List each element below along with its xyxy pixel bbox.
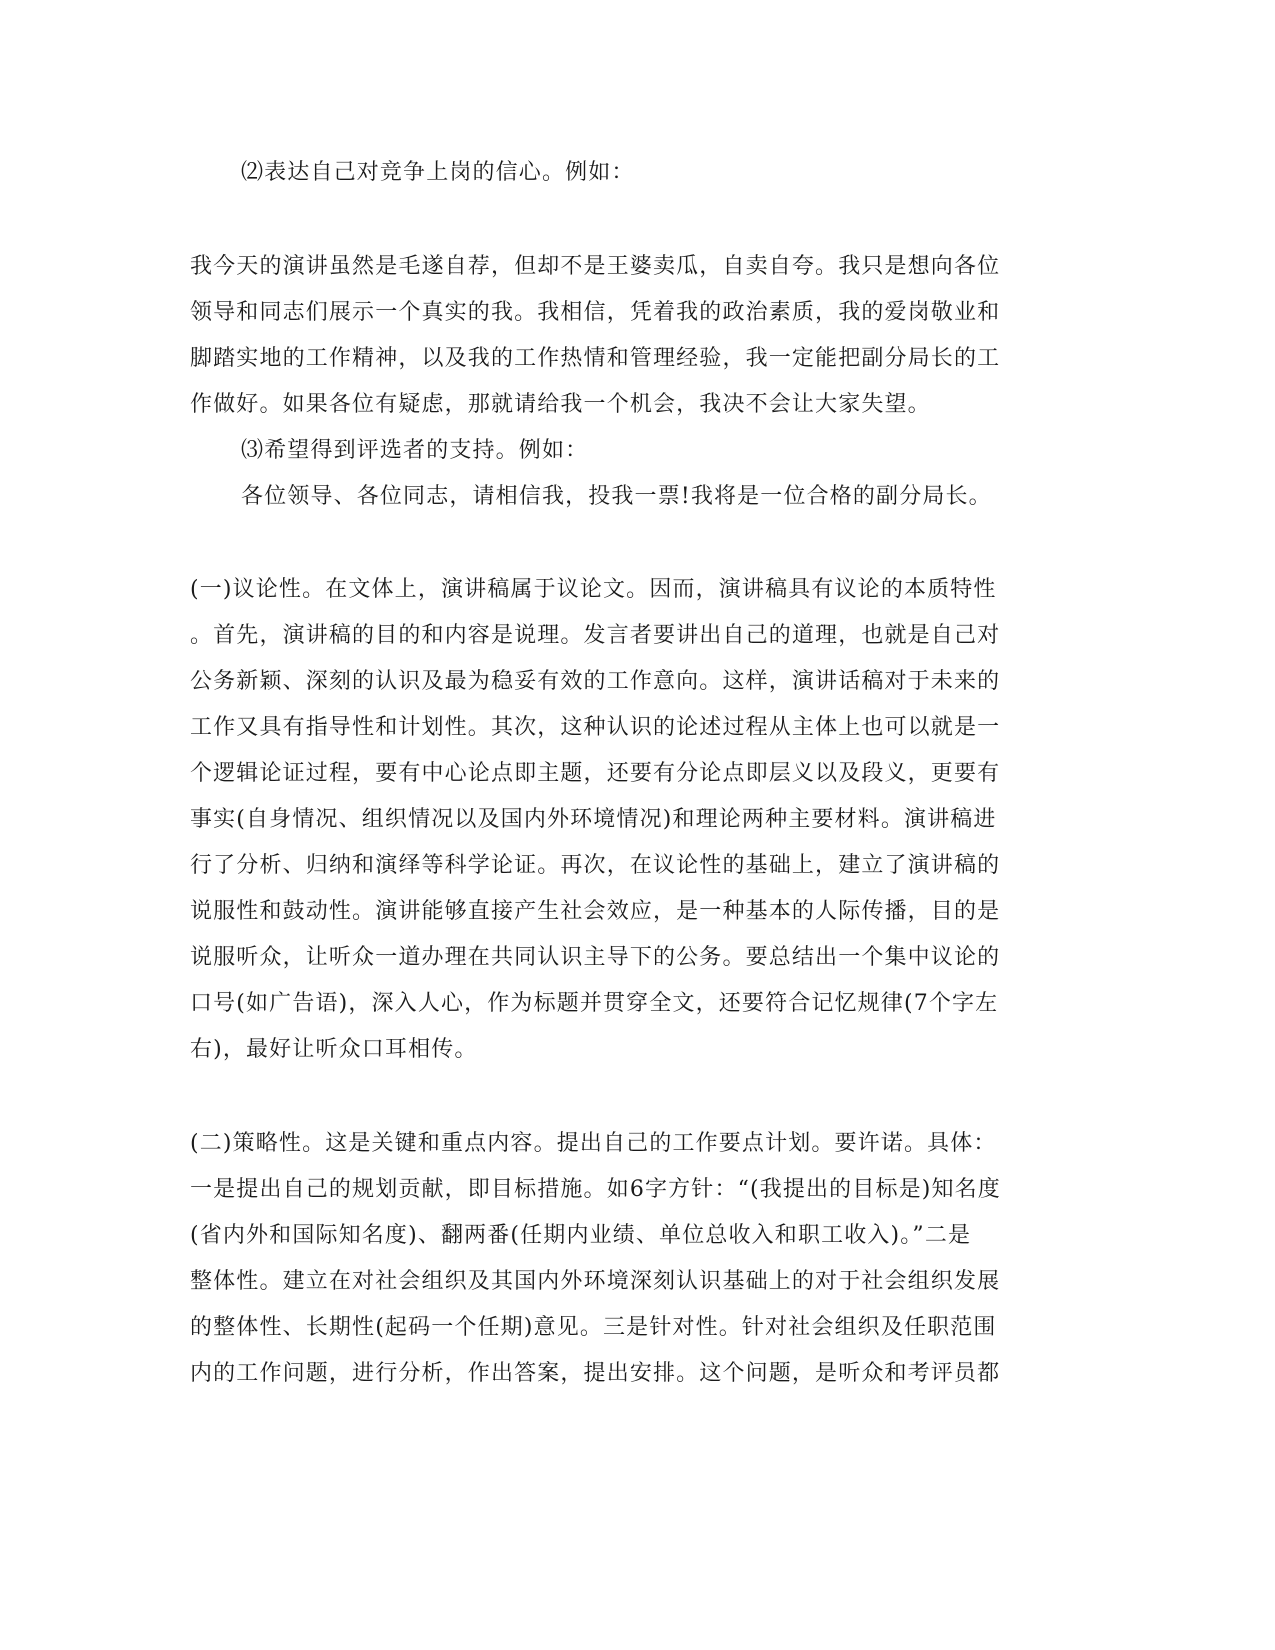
text-line: 作做好。如果各位有疑虑，那就请给我一个机会，我决不会让大家失望。 (190, 392, 931, 417)
text-line: 说服性和鼓动性。演讲能够直接产生社会效应，是一种基本的人际传播，目的是 (190, 899, 1001, 924)
text-line-section-strategic: (二)策略性。这是关键和重点内容。提出自己的工作要点计划。要许诺。具体： (190, 1131, 997, 1156)
text-line: 工作又具有指导性和计划性。其次，这种认识的论述过程从主体上也可以就是一 (190, 715, 1001, 740)
text-line: 个逻辑论证过程，要有中心论点即主题，还要有分论点即层义以及段义，更要有 (190, 761, 1001, 786)
text-line: 口号(如广告语)，深入人心，作为标题并贯穿全文，还要符合记忆规律(7个字左 (190, 991, 999, 1016)
text-line: 脚踏实地的工作精神，以及我的工作热情和管理经验，我一定能把副分局长的工 (190, 346, 1001, 371)
text-line: 一是提出自己的规划贡献，即目标措施。如6字方针：“(我提出的目标是)知名度 (190, 1177, 1001, 1202)
text-line-section-argumentative: (一)议论性。在文体上，演讲稿属于议论文。因而，演讲稿具有议论的本质特性 (190, 577, 997, 602)
text-line: 整体性。建立在对社会组织及其国内外环境深刻认识基础上的对于社会组织发展 (190, 1269, 1001, 1294)
text-line: 各位领导、各位同志，请相信我，投我一票!我将是一位合格的副分局长。 (241, 484, 992, 509)
text-line: 领导和同志们展示一个真实的我。我相信，凭着我的政治素质，我的爱岗敬业和 (190, 300, 1001, 325)
text-line: 我今天的演讲虽然是毛遂自荐，但却不是王婆卖瓜，自卖自夸。我只是想向各位 (190, 254, 1001, 279)
text-line: 右)，最好让听众口耳相传。 (190, 1037, 478, 1062)
text-line-example-support-heading: ⑶希望得到评选者的支持。例如： (241, 438, 589, 463)
text-line: 事实(自身情况、组织情况以及国内外环境情况)和理论两种主要材料。演讲稿进 (190, 807, 997, 832)
text-line: (省内外和国际知名度)、翻两番(任期内业绩、单位总收入和职工收入)。”二是 (190, 1223, 972, 1248)
text-line: 公务新颖、深刻的认识及最为稳妥有效的工作意向。这样，演讲话稿对于未来的 (190, 669, 1001, 694)
text-line: 。首先，演讲稿的目的和内容是说理。发言者要讲出自己的道理，也就是自己对 (190, 623, 1001, 648)
text-line: 的整体性、长期性(起码一个任期)意见。三是针对性。针对社会组织及任职范围 (190, 1315, 997, 1340)
text-line-example-confidence-heading: ⑵表达自己对竞争上岗的信心。例如： (241, 160, 635, 185)
text-line: 说服听众，让听众一道办理在共同认识主导下的公务。要总结出一个集中议论的 (190, 945, 1001, 970)
text-line: 内的工作问题，进行分析，作出答案，提出安排。这个问题，是听众和考评员都 (190, 1361, 1001, 1386)
text-line: 行了分析、归纳和演绎等科学论证。再次，在议论性的基础上，建立了演讲稿的 (190, 853, 1001, 878)
